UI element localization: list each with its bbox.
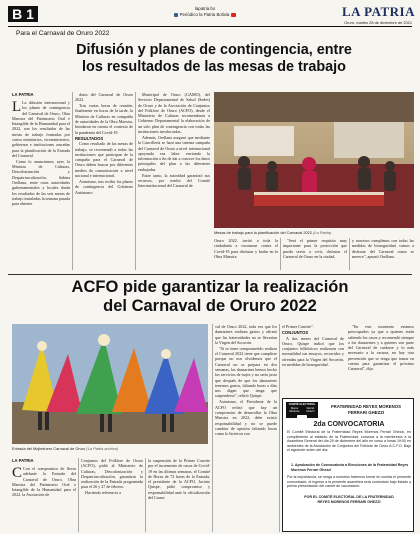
article2-col4: val de Oruro 2022, toda vez que los danzarines realizan gastos y afirmó que las fraternidades no se llevarían la Virgen del Socavón. "Si se tiene comprometido realizar el Carnaval 2022 tiene que cumplirse porque no nos olvidemos que el Carnaval no se prepara en dos semanas, las danzarines hemos hecho los servicios de trajes y no sería justo que después de que los danzarines tenemos gastos, faltando horas o días nos digan que tenga que suspenderse", refirió Quispe. Asimismo, el Presidente de la ACFO refirió que hay un compromiso de desarrollar la Obra Maestra en 2022, debe existir responsabilidad y no se puede cambiar de opinión faltando horas como lo hicieron con <box>215 324 277 437</box>
ad-title: 2da CONVOCATORIA <box>313 421 385 428</box>
article1-col2: datos del Carnaval de Oruro 2022. Tras varias horas de reunión, finalmente en horas de la tarde, la Ministra de Culturas en compañía de autoridades de la Obra Maestra, brindaron en cuenta el contexto de la pandemia del Covid-19. RESULTADOS Como resultado de las mesas de trabajo, se recomendó a todas las instituciones que participan de la campaña para el Carnaval de Oruro deben buscar por diferentes medios de comunicación a nivel nacional e internacional. Asimismo, tras recibir los planes de contingencia del Gobierno Autónomo <box>75 92 133 195</box>
article2-col3: la suspensión de la Primer Convite por el incremento de casos de Covid-19 en las últimas semanas, el Comité de Horas de 72 horas de la Entrada, el presidente de la ACFO, Jacinto Quispe, pidió compromiso y responsabilidad ante la oficialización del Carna- <box>148 458 210 501</box>
youtube-icon[interactable] <box>231 13 236 17</box>
dateline: Oruro, martes 28 de diciembre de 2021 <box>344 20 412 25</box>
article1-photo <box>214 92 414 228</box>
masthead-logo: LA PATRIA <box>342 4 415 19</box>
ad-agenda-item: 1. Aprobación de Convocatoria a Elecciones de la Fraternidad Reyes Morenos Ferrari Ghezzi <box>291 463 409 472</box>
article2-col1: C Con el compromiso de llevar adelante la Entrada del Carnaval de Oruro, Obra Maestra del Patrimonio Oral e Intangible de la Humanidad para el 2022, la Asociación de <box>12 466 76 498</box>
website-label[interactable]: lapatria.bo <box>194 6 216 11</box>
article2-byline: LA PATRIA <box>12 458 34 463</box>
ad-signature: POR EL COMITÉ ELECTORAL DE LA FRATERNIDAD REYES MORENOS FERRARI GHEZZI <box>304 495 394 504</box>
section-badge <box>8 6 38 22</box>
article2-subhead: CONJUNTOS <box>282 330 309 336</box>
ad-note: Por la importancia, se ruega a nuestros fraternos tomar en cuenta el presente comunicado, el ingreso a la presente asamblea será controlado bajo listado y previa presentación del carnet de vacunación. <box>287 475 411 488</box>
ad-convocatoria <box>282 398 414 532</box>
article2-photo-caption: Entrada del Mojimtuero Carnaval de Oruro (La Patria archivo) <box>12 446 119 451</box>
article2-photo <box>12 324 208 444</box>
article2-col2: Conjuntos del Folklore de Oruro (ACFO), pidió al Ministerio de Culturas, Descolonización y Despatriarcalización, garantizar la realización de la Entrada programada para el 26 y 27 de febrero. Haciendo referencia a <box>81 458 143 496</box>
article1-col6: y nosotros cumplimos con todas las medidas de bioseguridad, vamos a disfrutar del Carnaval como se merece", apuntó Orellana. <box>352 238 414 259</box>
ad-org-name: FRATERNIDAD REYES MORENOS FERRARI GHEZZI <box>331 404 401 415</box>
ad-body: El Comité Electoral de la Fraternidad Reyes Morenos Ferrari Ghezzi, en cumplimiento al estatuto de la Fraternidad, convoca a la membresía a la Asamblea General del día 29 de diciembre del año en curso a horas 19:00 en ambientes de la Asociación de Conjuntos del Folklore de Oruro A.C.F.O. Bajo el siguiente orden del día: <box>287 430 411 452</box>
article1-kicker: Para el Carnaval de Oruro 2022 <box>16 30 110 37</box>
article1-headline: Difusión y planes de contingencia, entre los resultados de las mesas de trabajo <box>76 42 352 75</box>
ad-badge: COMITÉ ELECTORAL Reyes Morenos Ferrari Ghezzi <box>286 402 318 418</box>
article1-subhead: RESULTADOS <box>75 135 104 141</box>
article1-byline: LA PATRIA <box>12 92 34 97</box>
article2-col5: el Primer Convite". CONJUNTOS A dos meses del Carnaval de Oruro, Quispe indicó que los conjuntos folklóricos realizaron con normalidad sus ensayos, recorridos y ofrendas para la Virgen del Socavón, en medidas de bioseguridad. <box>282 324 344 368</box>
article2-col6: "En este momento estamos preocupados ya que a quienes están saliendo los casos y recomendó siempre a los danzarines y a quienes son parte del Carnaval de cuidarse y lo más necesario a la vacuna, no hay otra prevención que se tenga que tomar en cuenta para garantizar el próximo Carnaval", dijo. <box>348 324 414 372</box>
article1-photo-caption: Mesas de trabajo para la planificación del Carnaval 2022 (La Patria) <box>214 230 332 235</box>
brand-subtitle: Periódico la Patria Bolivia <box>179 12 230 17</box>
article1-col3: Municipal de Oruro (GAMO), del Servicio Departamental de Salud (Sedes) de Oruro y de la Asociación de Conjuntos del Folklore de Oruro (ACFO), desde el Ministerio de Culturas recomendaron a Gobierno Departamental la elaboración de un solo plan de contingencia con todas las instituciones involucradas. Además, Orellana aseguró que mediante la Cancillería se hará una intensa campaña del Carnaval de Oruro a nivel internacional apoyando esa labor enviando la información a fin de dar a conocer los datos principales del plan a las diferentes embajadas. Entre tanto, la autoridad garantizó sus recursos, por medio del Comité Interinstitucional del Carnaval de <box>138 92 210 189</box>
article1-col5: "Será el primer requisito muy importante para la protección que pueda servir a vivir, disfrutar el Carnaval de Oruro en la ciudad, <box>283 238 347 259</box>
article2-headline: ACFO pide garantizar la realización del Carnaval de Oruro 2022 <box>71 278 349 315</box>
facebook-icon[interactable] <box>174 13 178 17</box>
section-code: B 1 <box>12 6 34 22</box>
article1-col4: Oruro 2022, invitó a toda la ciudadanía a vacunarse contra el Covid-19 para disfrutar y bailar en la Obra Maestra. <box>214 238 278 259</box>
article1-col1: L La difusión internacional y los planes de contingencia del Carnaval de Oruro, Obra Maestra del Patrimonio Oral e Intangible de la Humanidad para el 2022, son los resultados de las mesas de trabajo formadas por varios ministerios, viceministerios, gobiernos e instituciones orureñas para la planificación de la Entrada del Carnaval. Como lo anunciamos, ayer, la Ministra de Culturas, Descolonización y Despatriarcalización, Sabina Orellana, entre otras autoridades gubernamentales y locales darán los resultados de las seis mesas de trabajo instaladas la semana pasada para obtener <box>12 100 70 207</box>
